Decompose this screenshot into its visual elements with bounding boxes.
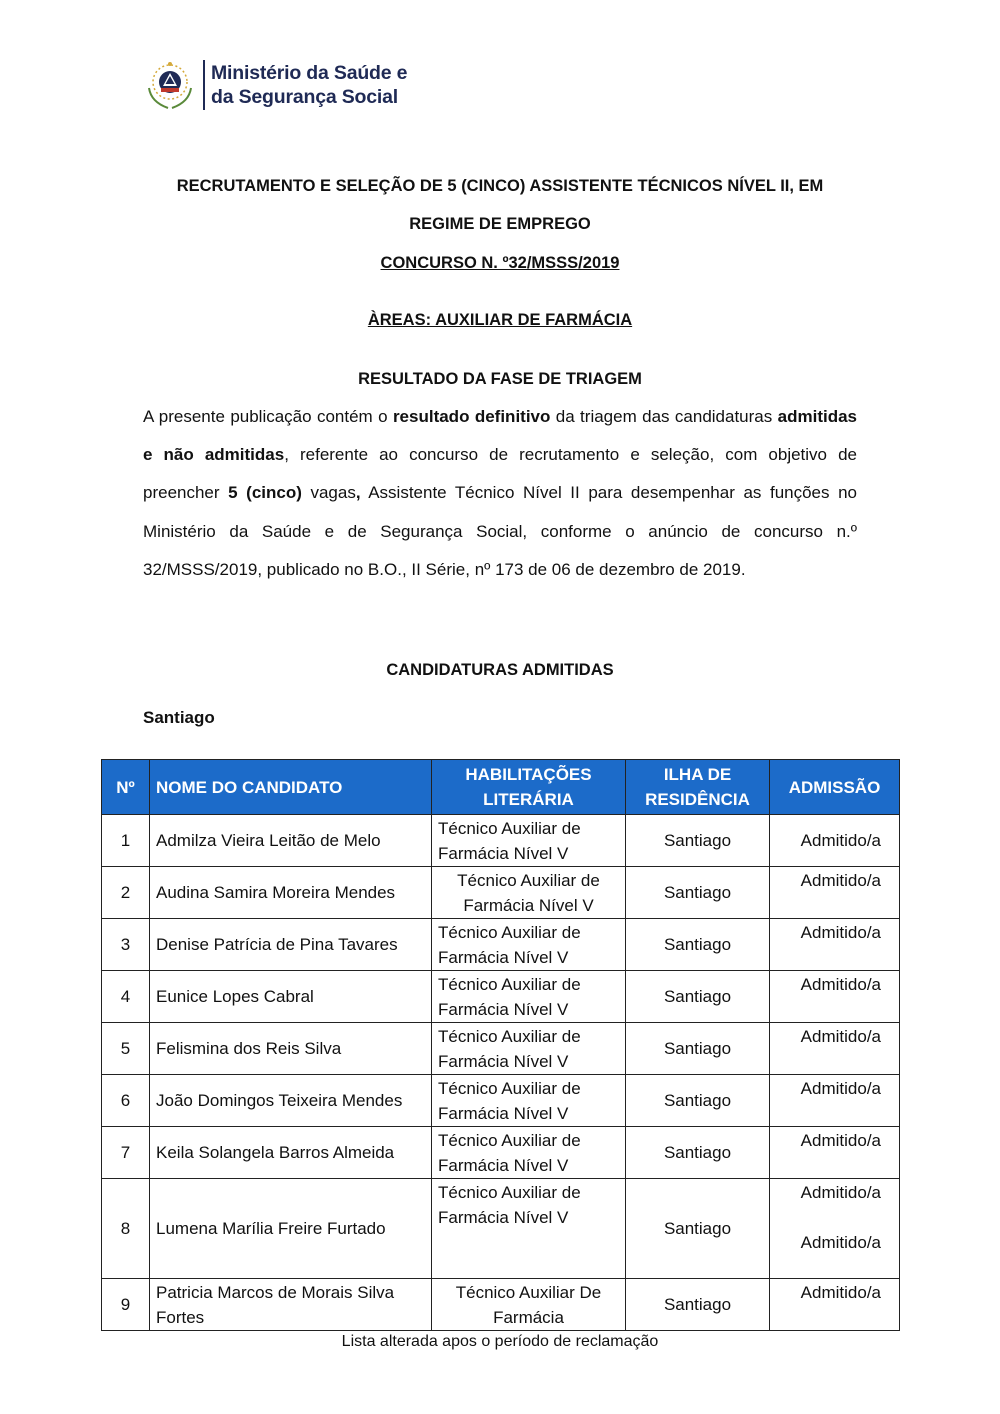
cell-admission: Admitido/a <box>770 971 900 1023</box>
cell-name: Eunice Lopes Cabral <box>150 971 432 1023</box>
cell-num: 3 <box>102 919 150 971</box>
cell-name: Keila Solangela Barros Almeida <box>150 1127 432 1179</box>
header-admission: ADMISSÃO <box>770 760 900 815</box>
header-hab: HABILITAÇÕES LITERÁRIA <box>432 760 626 815</box>
table-row <box>102 1075 900 1127</box>
cell-num: 4 <box>102 971 150 1023</box>
logo-line-2: da Segurança Social <box>211 86 398 108</box>
cell-num: 9 <box>102 1279 150 1331</box>
cell-name: João Domingos Teixeira Mendes <box>150 1075 432 1127</box>
candidates-table <box>101 759 900 1331</box>
table-row <box>102 1179 900 1279</box>
table-row <box>102 971 900 1023</box>
cell-num: 2 <box>102 867 150 919</box>
cell-name: Patricia Marcos de Morais Silva Fortes <box>150 1279 432 1331</box>
cell-island: Santiago <box>626 867 770 919</box>
cell-hab: Técnico Auxiliar de Farmácia Nível V <box>432 1023 626 1075</box>
cell-hab: Técnico Auxiliar De Farmácia <box>432 1279 626 1331</box>
intro-paragraph: A presente publicação contém o resultado definitivo da triagem das candidaturas admitidas e não admitidas, referente ao concurso de recrutamento e seleção, com objetivo de preencher 5 (cinco) vagas, Assistente Técnico Nível II para desempenhar as funções no Ministério da Saúde e de Segurança Social, conforme o anúncio de concurso n.º 32/MSSS/2019, publicado no B.O., II Série, nº 173 de 06 de dezembro de 2019. <box>143 407 857 579</box>
cell-admission: Admitido/a <box>770 919 900 971</box>
cell-name: Lumena Marília Freire Furtado <box>150 1179 432 1279</box>
cell-island: Santiago <box>626 1127 770 1179</box>
cell-num: 1 <box>102 815 150 867</box>
cell-num: 6 <box>102 1075 150 1127</box>
logo-divider <box>203 60 205 110</box>
concurso-number: CONCURSO N. º32/MSSS/2019 <box>380 254 620 272</box>
header-island: ILHA DE RESIDÊNCIA <box>626 760 770 815</box>
cell-island: Santiago <box>626 1279 770 1331</box>
cell-num: 8 <box>102 1179 150 1279</box>
cell-island: Santiago <box>626 815 770 867</box>
cell-admission: Admitido/a <box>770 1127 900 1179</box>
cell-island: Santiago <box>626 1179 770 1279</box>
table-row <box>102 919 900 971</box>
cell-hab: Técnico Auxiliar de Farmácia Nível V <box>432 1075 626 1127</box>
cell-name: Admilza Vieira Leitão de Melo <box>150 815 432 867</box>
cell-hab: Técnico Auxiliar de Farmácia Nível V <box>432 867 626 919</box>
cell-admission: Admitido/a <box>770 867 900 919</box>
cell-hab: Técnico Auxiliar de Farmácia Nível V <box>432 919 626 971</box>
cell-name: Felismina dos Reis Silva <box>150 1023 432 1075</box>
header-name: NOME DO CANDIDATO <box>150 760 432 815</box>
cell-admission: Admitido/a Admitido/a <box>770 1179 900 1279</box>
table-row <box>102 1127 900 1179</box>
table-row <box>102 1279 900 1331</box>
cell-admission: Admitido/a <box>770 1023 900 1075</box>
cell-hab: Técnico Auxiliar de Farmácia Nível V <box>432 1127 626 1179</box>
cell-admission: Admitido/a <box>770 1279 900 1331</box>
cell-hab: Técnico Auxiliar de Farmácia Nível V <box>432 1179 626 1279</box>
table-header-row <box>102 760 900 815</box>
title-line-2: REGIME DE EMPREGO <box>409 215 591 233</box>
result-heading: RESULTADO DA FASE DE TRIAGEM <box>358 370 642 388</box>
table-row <box>102 867 900 919</box>
coat-of-arms-icon <box>141 58 199 112</box>
cell-num: 5 <box>102 1023 150 1075</box>
cell-admission: Admitido/a <box>770 815 900 867</box>
logo-line-1: Ministério da Saúde e <box>211 62 408 84</box>
table-row <box>102 815 900 867</box>
cell-num: 7 <box>102 1127 150 1179</box>
cell-hab: Técnico Auxiliar de Farmácia Nível V <box>432 815 626 867</box>
cell-admission: Admitido/a <box>770 1075 900 1127</box>
section-title: CANDIDATURAS ADMITIDAS <box>386 661 614 679</box>
cell-island: Santiago <box>626 971 770 1023</box>
cell-island: Santiago <box>626 1075 770 1127</box>
cell-name: Audina Samira Moreira Mendes <box>150 867 432 919</box>
logo-text <box>211 61 407 109</box>
table-row <box>102 1023 900 1075</box>
region-heading: Santiago <box>143 708 215 727</box>
cell-island: Santiago <box>626 919 770 971</box>
ministry-logo <box>141 58 431 112</box>
title-line-1: RECRUTAMENTO E SELEÇÃO DE 5 (CINCO) ASSISTENTE TÉCNICOS NÍVEL II, EM <box>176 177 824 195</box>
header-num: Nº <box>102 760 150 815</box>
cell-name: Denise Patrícia de Pina Tavares <box>150 919 432 971</box>
areas-heading: ÀREAS: AUXILIAR DE FARMÁCIA <box>367 311 633 329</box>
footnote: Lista alterada apos o período de reclamação <box>341 1333 659 1350</box>
cell-hab: Técnico Auxiliar de Farmácia Nível V <box>432 971 626 1023</box>
cell-island: Santiago <box>626 1023 770 1075</box>
